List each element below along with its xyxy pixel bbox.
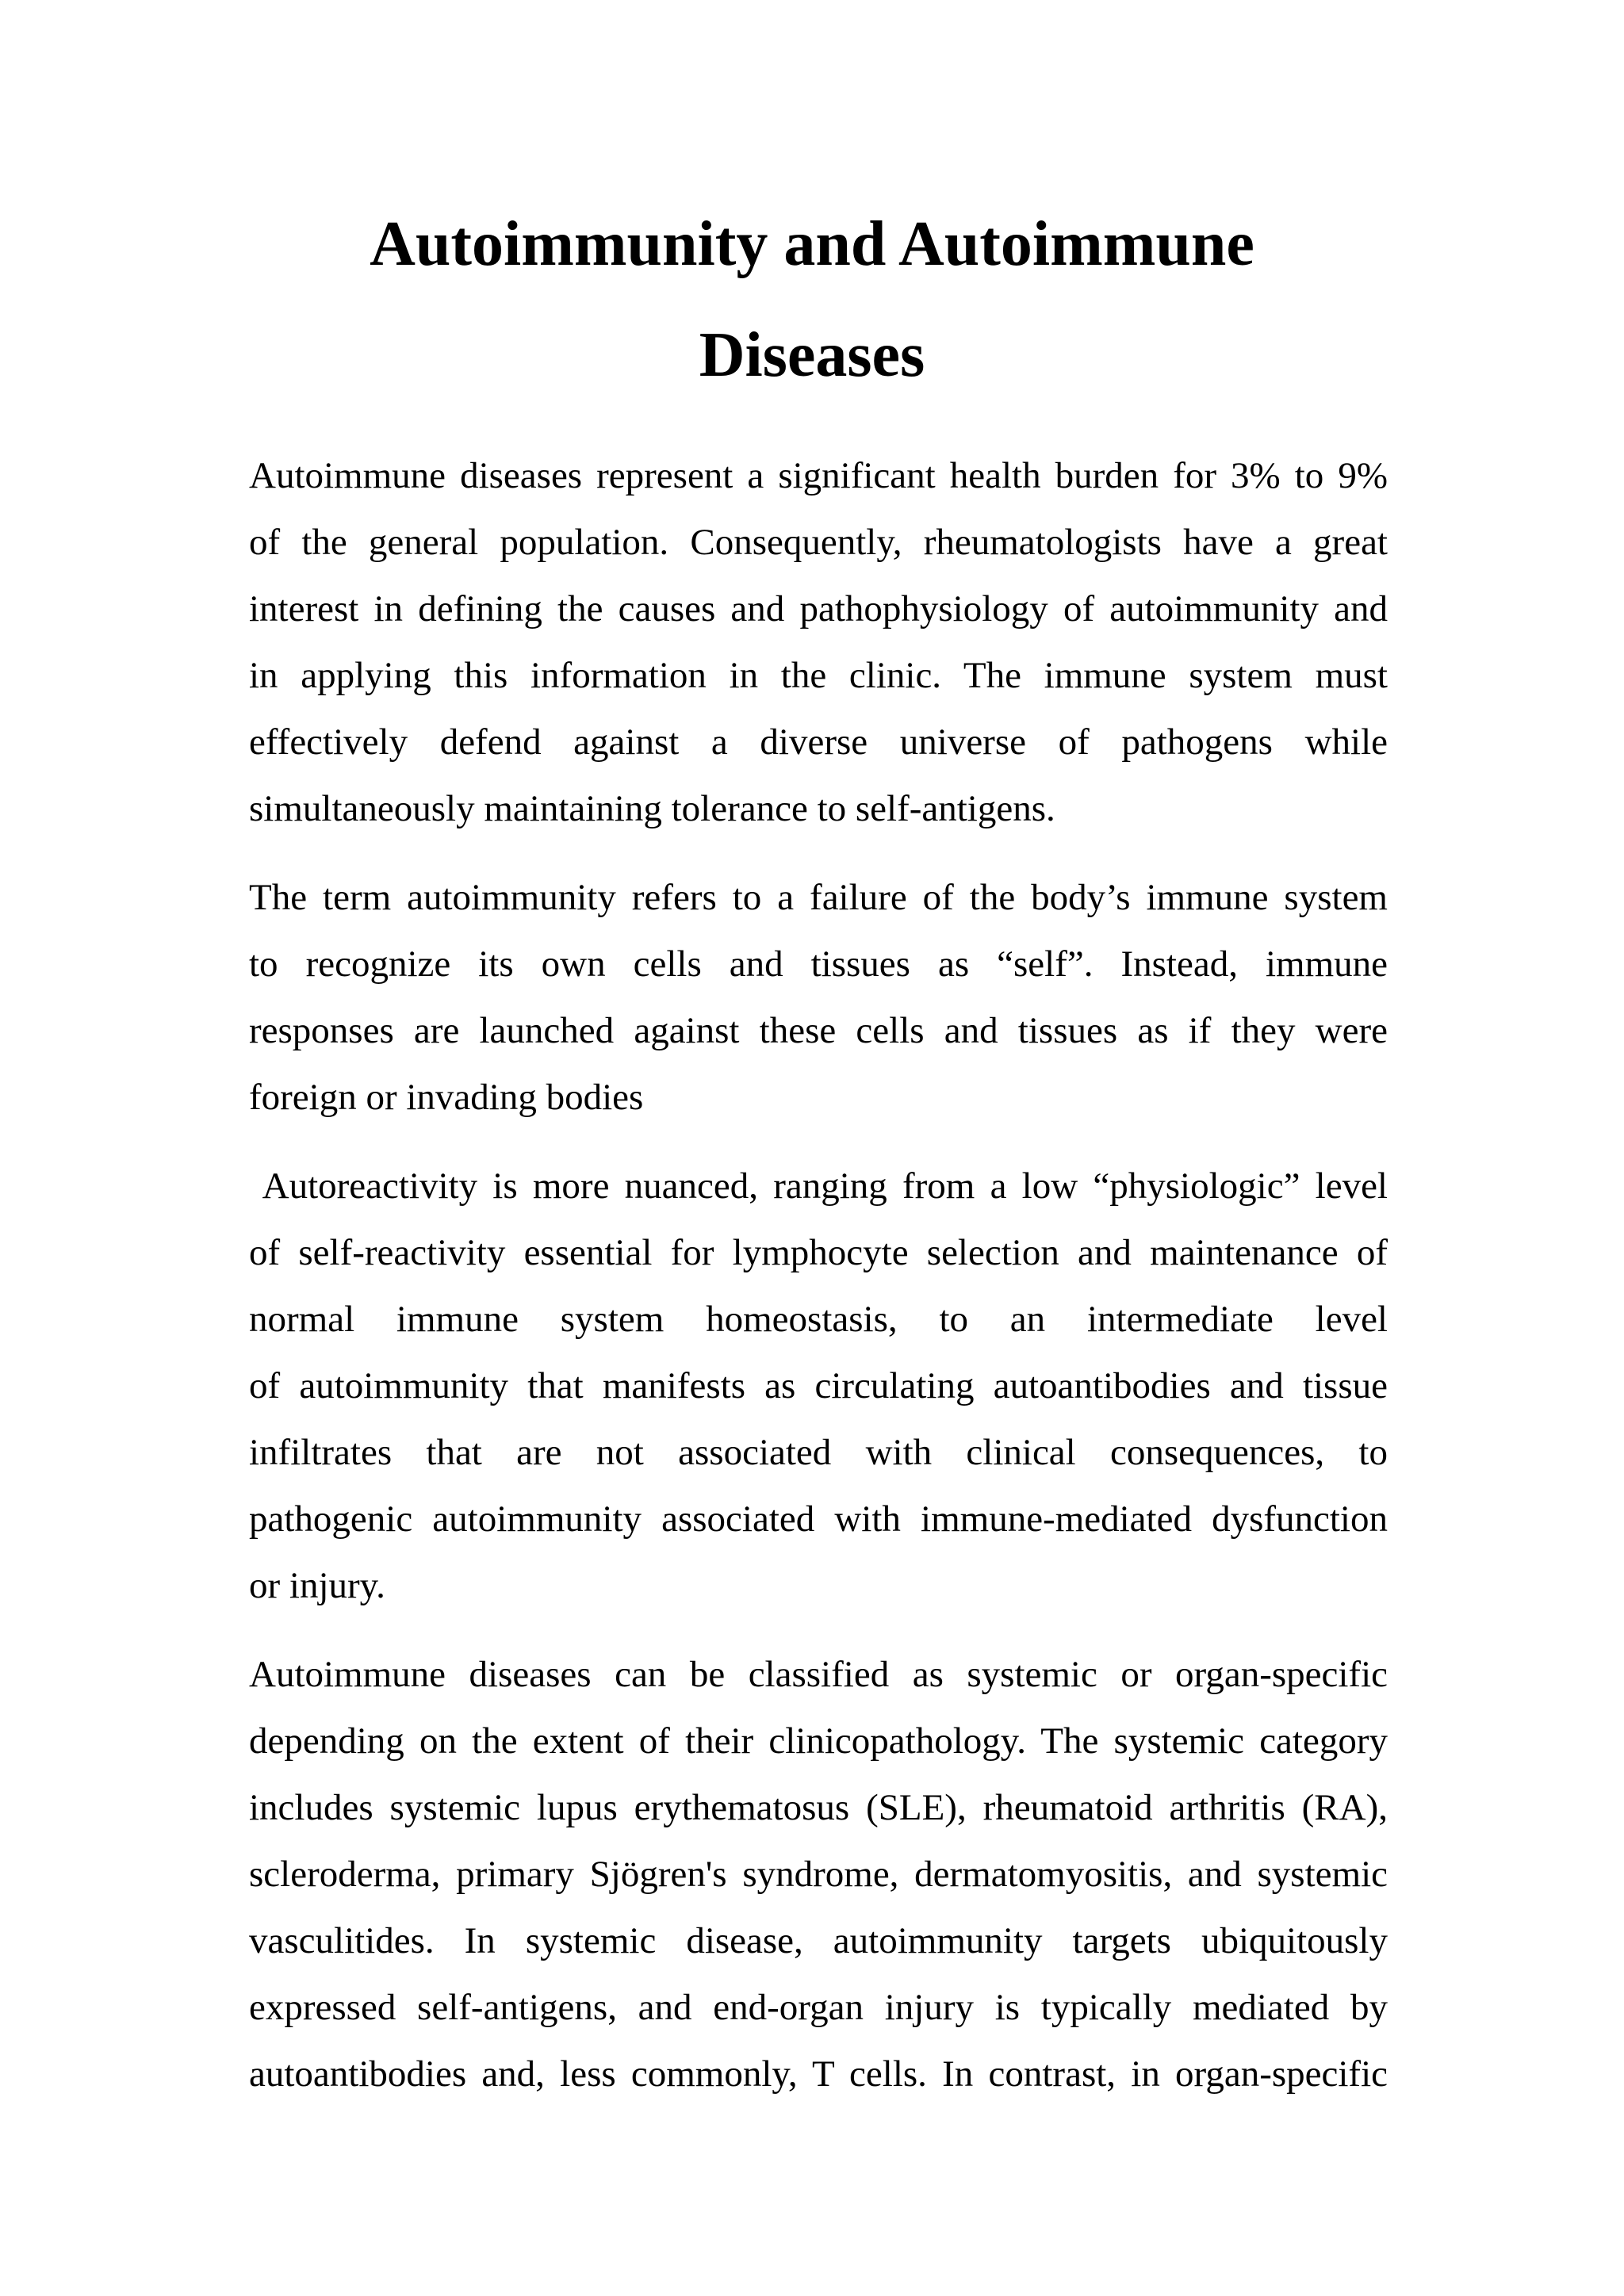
paragraph-line: foreign or invading bodies [249, 1077, 644, 1118]
paragraph-line: of the general population. Consequently, rheumatologists have a great [249, 522, 1388, 563]
paragraph-line: infiltrates that are not associated with clinical consequences, to [249, 1432, 1388, 1473]
paragraph-2 [249, 864, 1388, 1131]
paragraph-line: The term autoimmunity refers to a failure of the body’s immune system [249, 877, 1388, 918]
paragraph-line: includes systemic lupus erythematosus (SLE), rheumatoid arthritis (RA), [249, 1787, 1388, 1828]
paragraph-line: Autoreactivity is more nuanced, ranging from a low “physiologic” level [249, 1165, 1388, 1207]
paragraph-line: interest in defining the causes and pathophysiology of autoimmunity and [249, 588, 1388, 629]
paragraph-line: simultaneously maintaining tolerance to self-antigens. [249, 788, 1055, 829]
paragraph-line: autoantibodies and, less commonly, T cells. In contrast, in organ-specific [249, 2053, 1388, 2095]
paragraph-line: responses are launched against these cells and tissues as if they were [249, 1010, 1388, 1051]
title-line-1: Autoimmunity and Autoimmune [370, 209, 1254, 279]
paragraph-line: expressed self-antigens, and end-organ injury is typically mediated by [249, 1987, 1388, 2028]
page-title [238, 189, 1386, 411]
paragraph-1 [249, 442, 1388, 842]
paragraph-line: pathogenic autoimmunity associated with immune-mediated dysfunction [249, 1498, 1388, 1540]
paragraph-line: vasculitides. In systemic disease, autoimmunity targets ubiquitously [249, 1920, 1388, 1961]
paragraph-3 [249, 1153, 1388, 1619]
paragraph-line: normal immune system homeostasis, to an intermediate level [249, 1299, 1388, 1340]
paragraph-line: Autoimmune diseases can be classified as systemic or organ-specific [249, 1654, 1388, 1695]
paragraph-line: scleroderma, primary Sjögren's syndrome, dermatomyositis, and systemic [249, 1854, 1388, 1895]
paragraph-line: of autoimmunity that manifests as circulating autoantibodies and tissue [249, 1365, 1388, 1406]
title-line-2: Diseases [699, 320, 925, 390]
paragraph-line: or injury. [249, 1565, 385, 1606]
paragraph-4 [249, 1641, 1388, 2107]
paragraph-line: depending on the extent of their clinicopathology. The systemic category [249, 1720, 1388, 1762]
paragraph-line: Autoimmune diseases represent a significant health burden for 3% to 9% [249, 455, 1388, 496]
paragraph-line: in applying this information in the clinic. The immune system must [249, 655, 1388, 696]
paragraph-line: to recognize its own cells and tissues as “self”. Instead, immune [249, 943, 1388, 985]
paragraph-line: of self-reactivity essential for lymphocyte selection and maintenance of [249, 1232, 1388, 1273]
paragraph-line: effectively defend against a diverse universe of pathogens while [249, 721, 1388, 763]
